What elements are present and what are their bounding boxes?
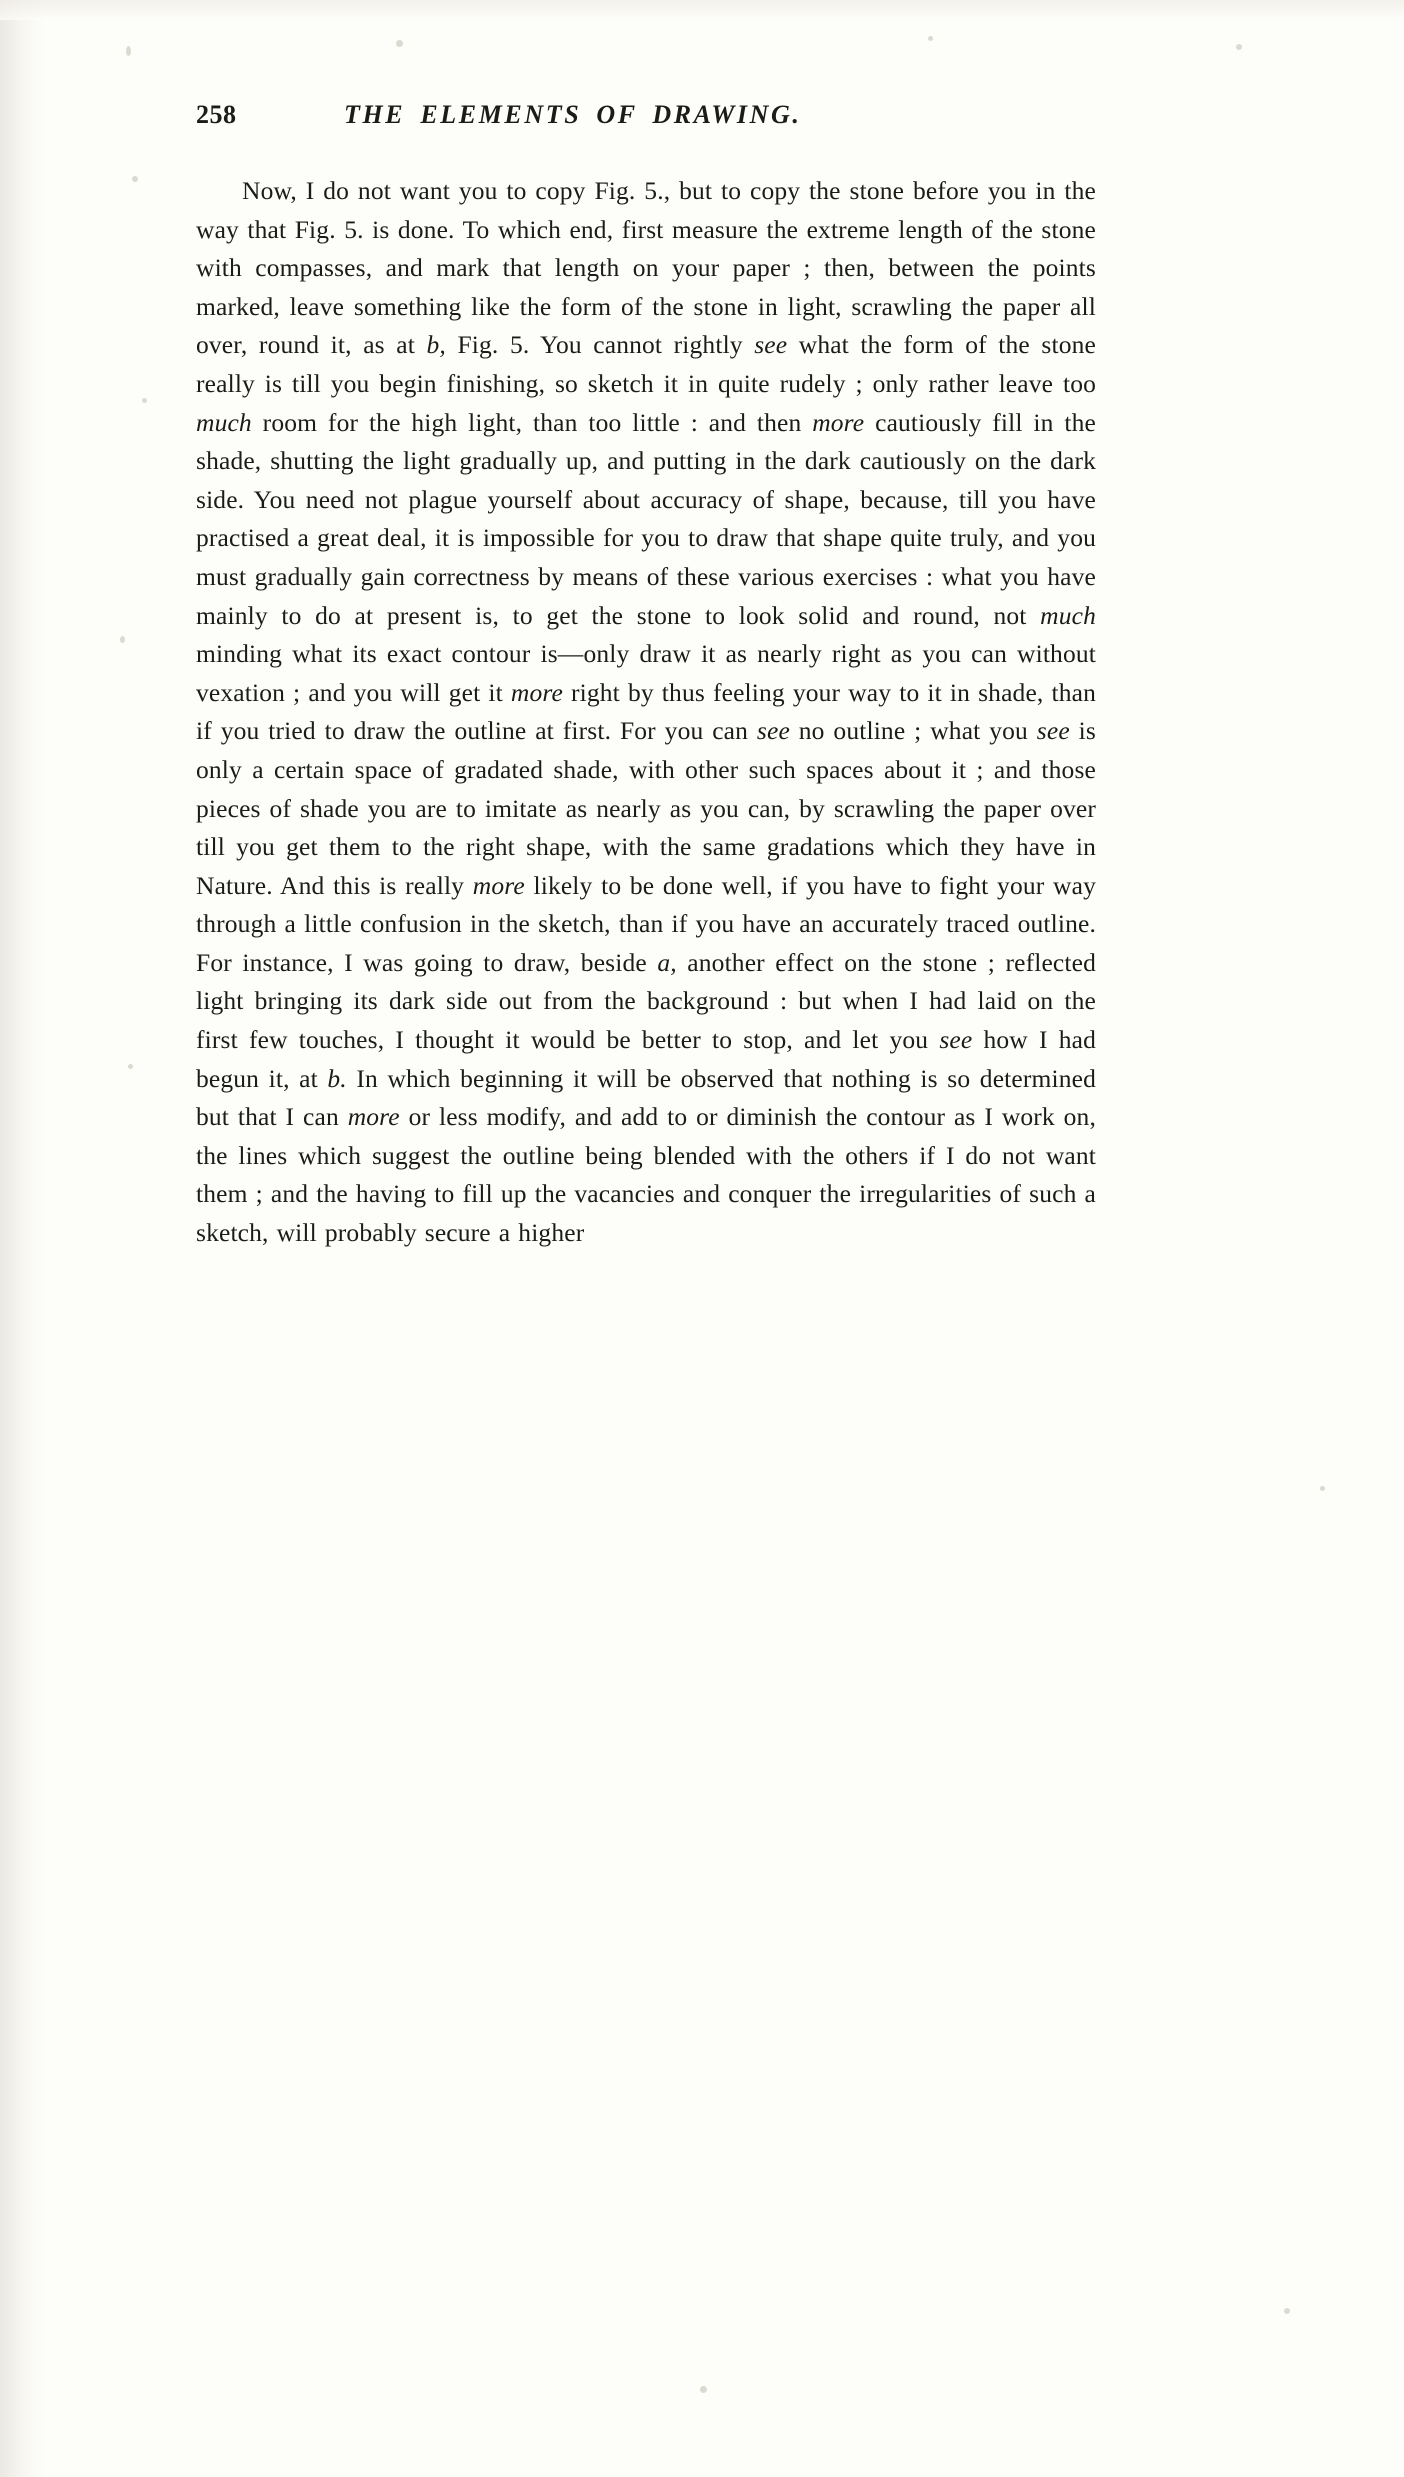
body-paragraph (196, 172, 1096, 1253)
paragraph-text: Now, I do not want you to copy Fig. 5., but to copy the stone before you in the way that Fig. 5. is done. To which end, first measure the extreme length of the stone with compasses, and mark that length on your paper ; then, between the points marked, leave something like the form of the stone in light, scrawling the paper all over, round it, as at b, Fig. 5. You cannot rightly see what the form of the stone really is till you begin finishing, so sketch it in quite rudely ; only rather leave too much room for the high light, than too little : and then more cautiously fill in the shade, shutting the light gradually up, and putting in the dark cautiously on the dark side. You need not plague yourself about accuracy of shape, because, till you have practised a great deal, it is impossible for you to draw that shape quite truly, and you must gradually gain correctness by means of these various exercises : what you have mainly to do at present is, to get the stone to look solid and round, not much minding what its exact contour is—only draw it as nearly right as you can without vexation ; and you will get it more right by thus feeling your way to it in shade, than if you tried to draw the outline at first. For you can see no outline ; what you see is only a certain space of gradated shade, with other such spaces about it ; and those pieces of shade you are to imitate as nearly as you can, by scrawling the paper over till you get them to the right shape, with the same gradations which they have in Nature. And this is really more likely to be done well, if you have to fight your way through a little confusion in the sketch, than if you have an accurately traced outline. For instance, I was going to draw, beside a, another effect on the stone ; reflected light bringing its dark side out from the background : but when I had laid on the first few touches, I thought it would be better to stop, and let you see how I had begun it, at b. In which beginning it will be observed that nothing is so determined but that I can more or less modify, and add to or diminish the contour as I work on, the lines which suggest the outline being blended with the others if I do not want them ; and the having to fill up the vacancies and conquer the irregularities of such a sketch, will probably secure a higher (196, 176, 1097, 1248)
page-header (196, 100, 1096, 146)
page-content (196, 100, 1096, 1253)
running-head: THE ELEMENTS OF DRAWING. (344, 100, 802, 129)
page-number: 258 (196, 100, 237, 129)
